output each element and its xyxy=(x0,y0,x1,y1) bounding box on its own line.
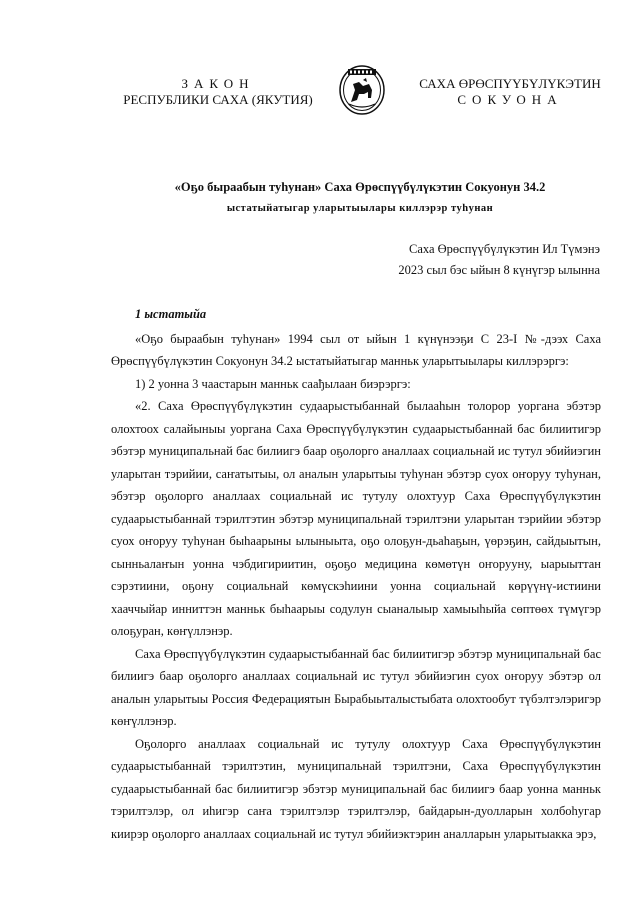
coat-of-arms-icon xyxy=(337,60,387,116)
paragraph: «2. Саха Өрөспүүбүлүкэтин судаарыстыбаннай былааһын толорор уоргана эбэтэр олохтоох салайыныы уоргана Саха Өрөспүүбүлүкэтин судаарыстыбаннай бас билиитигэр эбэтэр муниципальнай бас билиигэ баар оҕолорго аналлаах социальнай ис тутул эбийиэгин уларытан тэрийии, саҥатытыы, ол аналын уларытыы туһунан эбэтэр суох оҥоруу туһунан, эбэтэр оҕолорго аналлаах социальнай ис тутулу олохтуур Саха Өрөспүүбүлүкэтин судаарыстыбаннай тэрилтэтин эбэтэр муниципальнай тэрилтэни уларытан тэрийии эбэтэр суох оҥоруу туһунан быһаарыны ылыныыта, оҕо олоҕун-дьаһаҕын, үөрэҕин, сайдыытын, сынньалаҥын уонна чэбдигириитин, оҕоҕо медицина көмөтүн оҥорууну, ыарыыттан сэрэтиини, оҕону социальнай көмүскэһиини уонна социальнай көрүүнү-истиини хааччыйар инниттэн манньк быһаарыы содулун сыаналыыр хамыыһыйа сөптөөх түмүгэр олоҕуран, көҥүллэнэр. xyxy=(111,399,601,638)
header-right-line1: САХА ӨРӨСПҮҮБҮЛҮКЭТИН xyxy=(419,76,601,91)
adoption-date: 2023 сыл бэс ыйын 8 күнүгэр ылынна xyxy=(398,263,600,277)
adoption-info xyxy=(360,239,600,281)
document-body xyxy=(111,303,601,845)
header-left xyxy=(118,76,318,108)
paragraph: «Оҕо быраабын туһунан» 1994 сыл от ыйын 1 күнүнээҕи С 23-I №-дээх Саха Өрөспүүбүлүкэтин Сокуонун 34.2 ыстатыйатыгар манньк уларытыылары киллэрэргэ: xyxy=(111,331,601,368)
document-title xyxy=(100,176,620,220)
adoption-body: Саха Өрөспүүбүлүкэтин Ил Түмэнэ xyxy=(408,242,600,256)
header-right-line2: СОКУОНА xyxy=(457,92,563,107)
header-right xyxy=(410,76,610,108)
title-line2: ыстатыйатыгар уларытыылары киллэрэр туһунан xyxy=(226,203,494,214)
paragraph: 1) 2 уонна 3 чаастарын манньк саађылаан биэрэргэ: xyxy=(135,376,411,391)
article-heading: 1 ыстатыйа xyxy=(135,307,207,321)
header-left-line1: ЗАКОН xyxy=(181,76,255,91)
paragraph: Саха Өрөспүүбүлүкэтин судаарыстыбаннай бас билиитигэр эбэтэр муниципальнай бас билиигэ баар оҕолорго аналлаах социальнай ис тутул эбийиэгин суох оҥоруу эбэтэр ол аналын уларытыы Россия Федерациятын Бырабыыталыстыбата олохтообут түбэлтэлэригэр көҥүллэнэр. xyxy=(111,646,601,728)
header-left-line2: РЕСПУБЛИКИ САХА (ЯКУТИЯ) xyxy=(123,92,313,107)
title-line1: «Оҕо быраабын туһунан» Саха Өрөспүүбүлүкэтин Сокуонун 34.2 xyxy=(174,180,546,194)
paragraph: Оҕолорго аналлаах социальнай ис тутулу олохтуур Саха Өрөспүүбүлүкэтин судаарыстыбаннай тэрилтэтин, муниципальнай тэрилтэни, Саха Өрөспүүбүлүкэтин судаарыстыбаннай бас билиитигэр эбэтэр муниципальнай бас билиигэ баар уонна манньк тэрилтэлэр, ол иһигэр саҥа тэрилтэлэр тэрилтэлэр, байдарын-дуолларын холбоһугар киирэр оҕолорго аналлаах социальнай ис тутул эбийиэктэрин аналларын уларытыакка эрэ, xyxy=(111,736,601,841)
